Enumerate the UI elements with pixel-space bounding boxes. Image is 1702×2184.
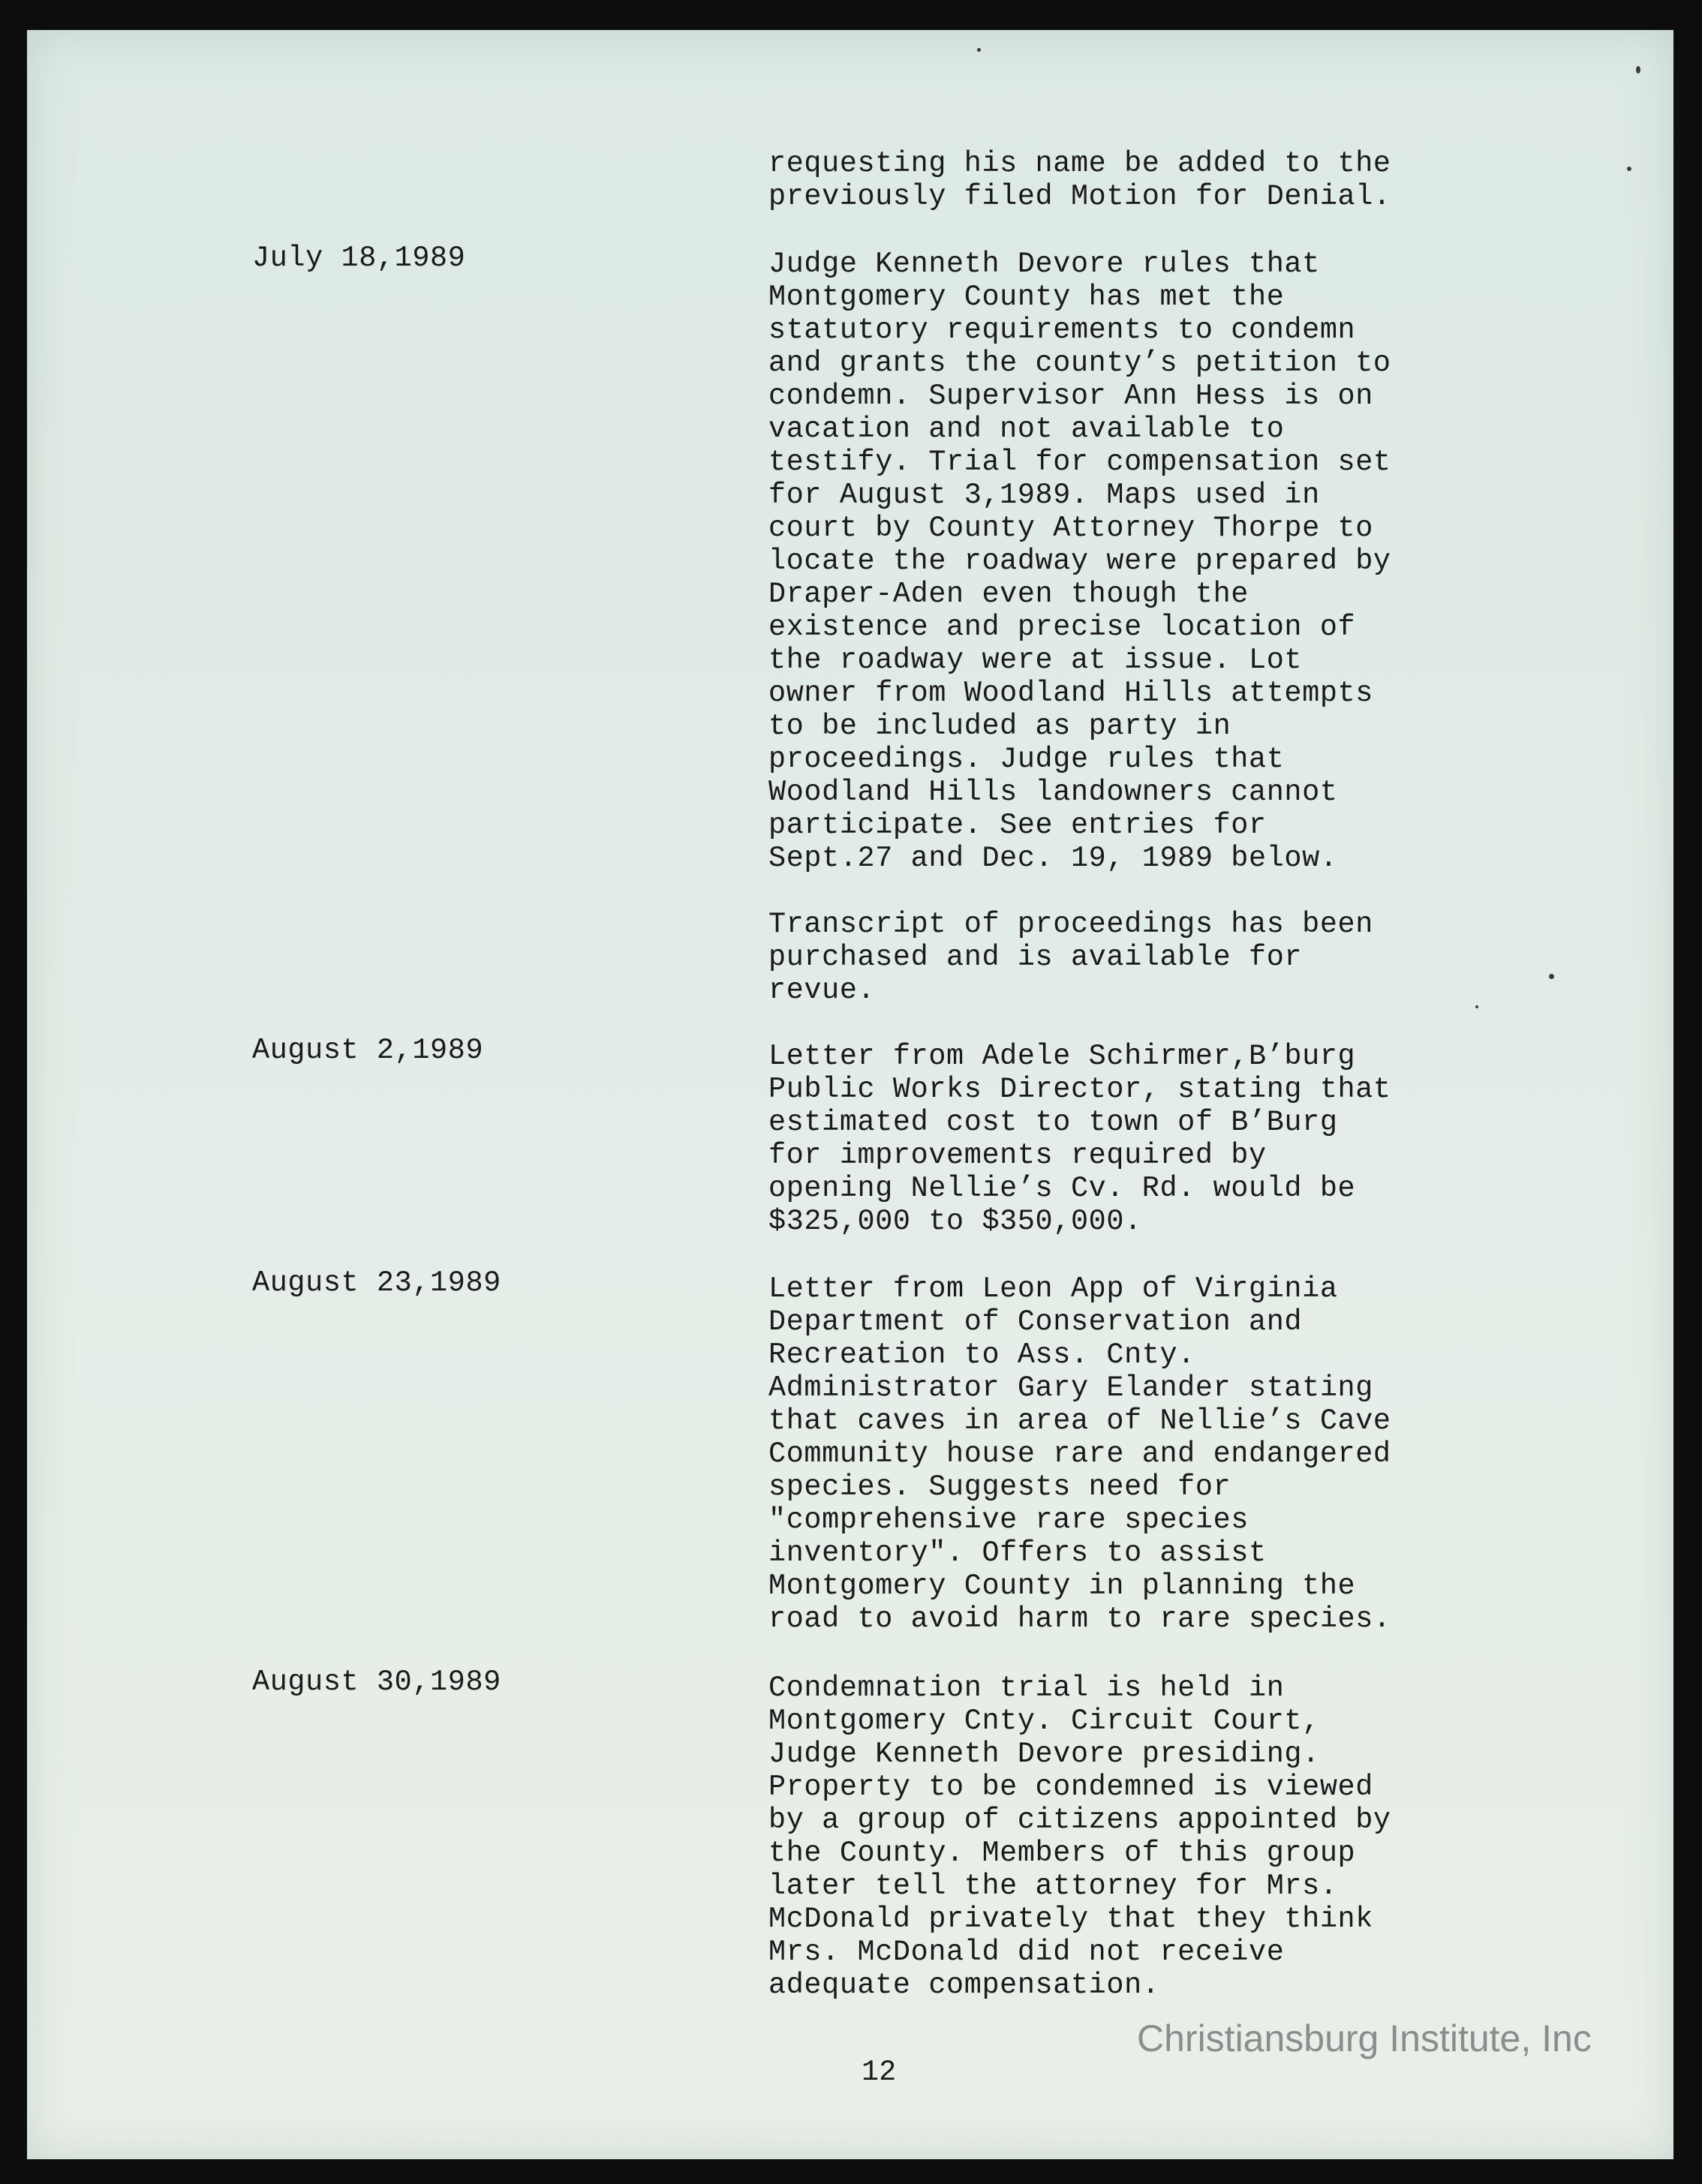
paper-speck <box>1627 167 1631 171</box>
page-number: 12 <box>862 2056 897 2089</box>
entry-date-august-23: August 23,1989 <box>252 1266 501 1299</box>
entry-paragraph: Letter from Adele Schirmer,B’burg Public Works Director, stating that estimated cost to town of B’Burg for improvements required by opening Nellie’s Cv. Rd. would be $325,000 to $350,000. <box>768 1040 1391 1238</box>
entry-paragraph: Condemnation trial is held in Montgomery Cnty. Circuit Court, Judge Kenneth Devore presiding. Property to be condemned is viewed by a group of citizens appointed by the County. Members of this group later tell the attorney for Mrs. McDonald privately that they think Mrs. McDonald did not receive adequate compensation. <box>768 1672 1391 2002</box>
entry-body-august-23 <box>768 1272 1549 1636</box>
entry-body-august-30 <box>768 1672 1549 2002</box>
watermark: Christiansburg Institute, Inc <box>1137 2017 1592 2059</box>
entry-date-july-18: July 18,1989 <box>252 242 466 275</box>
entry-date-august-2: August 2,1989 <box>252 1034 484 1067</box>
paper-speck <box>977 48 981 52</box>
paper-speck <box>1549 974 1554 979</box>
entry-paragraph: Transcript of proceedings has been purchased and is available for revue. <box>768 908 1373 1007</box>
entry-body-august-2 <box>768 1040 1549 1238</box>
paper-speck <box>1475 1005 1478 1008</box>
paper-sheet <box>27 30 1673 2159</box>
entry-body-july-18 <box>768 248 1549 1007</box>
entry-paragraph: Judge Kenneth Devore rules that Montgomery County has met the statutory requirements to condemn and grants the county’s petition to condemn. Supervisor Ann Hess is on vacation and not available to testify. Trial for compensation set for August 3,1989. Maps used in court by County Attorney Thorpe to locate the roadway were prepared by Draper-Aden even though the existence and precise location of the roadway were at issue. Lot owner from Woodland Hills attempts to be included as party in proceedings. Judge rules that Woodland Hills landowners cannot participate. See entries for Sept.27 and Dec. 19, 1989 below. <box>768 248 1391 875</box>
entry-paragraph: requesting his name be added to the previously filed Motion for Denial. <box>768 147 1391 213</box>
paper-speck <box>1636 66 1640 74</box>
entry-date-august-30: August 30,1989 <box>252 1666 501 1699</box>
entry-continuation-body <box>768 147 1549 213</box>
entry-paragraph: Letter from Leon App of Virginia Department of Conservation and Recreation to Ass. Cnty. Administrator Gary Elander stating that caves in area of Nellie’s Cave Community house rare and endangered species. Suggests need for "comprehensive rare species inventory". Offers to assist Montgomery County in planning the road to avoid harm to rare species. <box>768 1272 1391 1636</box>
